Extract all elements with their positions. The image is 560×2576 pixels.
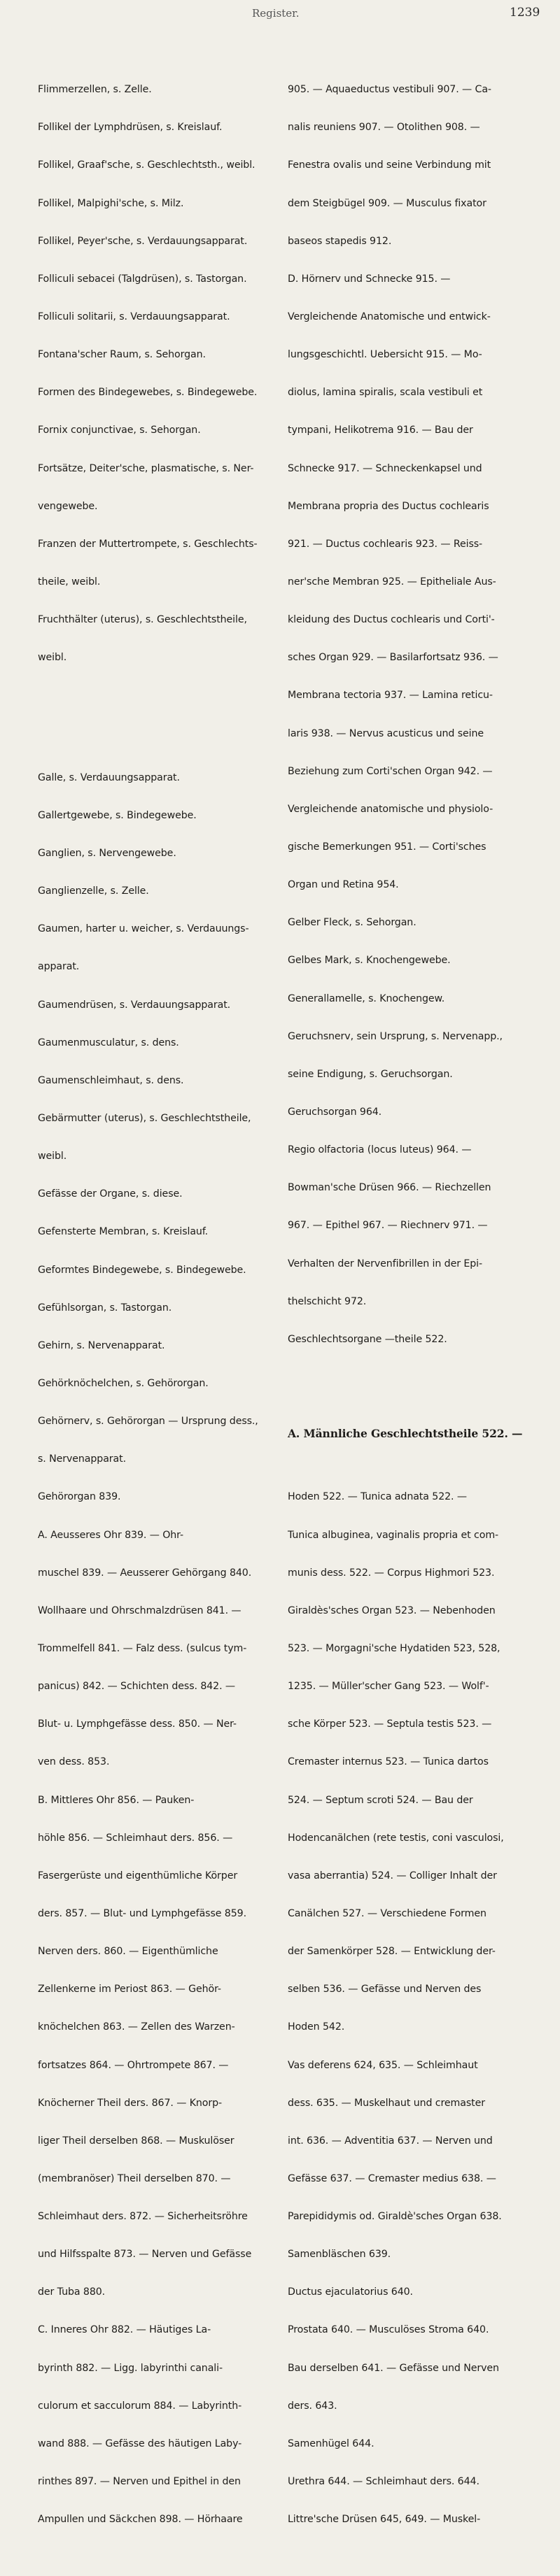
index-line: Knöcherner Theil ders. 867. — Knorp- <box>38 2097 223 2109</box>
index-line: und Hilfsspalte 873. — Nerven und Gefässe <box>38 2249 252 2261</box>
index-line: Gehörknöchelchen, s. Gehörorgan. <box>38 1377 209 1389</box>
index-line: Gehörorgan 839. <box>38 1491 121 1503</box>
index-line: liger Theil derselben 868. — Muskulöser <box>38 2135 234 2147</box>
index-line: Hoden 522. — Tunica adnata 522. — <box>288 1491 467 1503</box>
index-line: Fornix conjunctivae, s. Sehorgan. <box>38 425 201 436</box>
index-line: Samenhügel 644. <box>288 2438 374 2449</box>
index-line: wand 888. — Gefässe des häutigen Laby- <box>38 2438 242 2449</box>
index-line: Membrana tectoria 937. — Lamina reticu- <box>288 690 493 702</box>
index-line: rinthes 897. — Nerven und Epithel in den <box>38 2476 241 2488</box>
index-line: apparat. <box>38 961 80 973</box>
index-line: der Samenkörper 528. — Entwicklung der- <box>288 1946 496 1958</box>
index-line: s. Nervenapparat. <box>38 1453 127 1465</box>
index-line: Gefässe 637. — Cremaster medius 638. — <box>288 2172 496 2184</box>
index-line: weibl. <box>38 1151 67 1162</box>
index-line: sche Körper 523. — Septula testis 523. — <box>288 1718 492 1730</box>
index-line: Gebärmutter (uterus), s. Geschlechtstheile, <box>38 1112 251 1124</box>
index-line: Follikel, Graaf'sche, s. Geschlechtsth., weibl. <box>38 159 255 171</box>
index-line: Geformtes Bindegewebe, s. Bindegewebe. <box>38 1264 246 1276</box>
index-line: Follikel, Malpighi'sche, s. Milz. <box>38 197 184 209</box>
index-line: dess. 635. — Muskelhaut und cremaster <box>288 2097 485 2109</box>
index-line: Gaumendrüsen, s. Verdauungsapparat. <box>38 999 231 1011</box>
index-line: 967. — Epithel 967. — Riechnerv 971. — <box>288 1220 488 1232</box>
index-line: knöchelchen 863. — Zellen des Warzen- <box>38 2021 235 2033</box>
index-line: C. Inneres Ohr 882. — Häutiges La- <box>38 2324 211 2336</box>
index-group-g <box>38 746 276 2552</box>
index-line: Verhalten der Nervenfibrillen in der Epi- <box>288 1258 482 1269</box>
index-line: Trommelfell 841. — Falz dess. (sulcus tym- <box>38 1642 247 1654</box>
index-line: nalis reuniens 907. — Otolithen 908. — <box>288 122 480 134</box>
index-line: Hoden 542. <box>288 2021 345 2033</box>
index-line: Cremaster internus 523. — Tunica dartos <box>288 1756 489 1768</box>
section-gap <box>288 1396 554 1402</box>
index-group-section <box>288 1465 554 2551</box>
index-line: seine Endigung, s. Geruchsorgan. <box>288 1068 453 1080</box>
index-line: lungsgeschichtl. Uebersicht 915. — Mo- <box>288 349 482 361</box>
index-line: dem Steigbügel 909. — Musculus fixator <box>288 197 486 209</box>
index-line: 905. — Aquaeductus vestibuli 907. — Ca- <box>288 84 491 96</box>
index-line: Vergleichende Anatomische und entwick- <box>288 311 491 323</box>
page-number: 1239 <box>510 6 540 20</box>
index-line: ner'sche Membran 925. — Epitheliale Aus- <box>288 576 496 588</box>
index-line: culorum et sacculorum 884. — Labyrinth- <box>38 2400 242 2412</box>
index-line: Littre'sche Drüsen 645, 649. — Muskel- <box>288 2514 481 2526</box>
index-line: Gaumenschleimhaut, s. dens. <box>38 1074 184 1086</box>
index-line: D. Hörnerv und Schnecke 915. — <box>288 273 451 285</box>
index-line: sches Organ 929. — Basilarfortsatz 936. — <box>288 652 498 664</box>
index-line: Franzen der Muttertrompete, s. Geschlechts- <box>38 538 258 550</box>
index-line: Parepididymis od. Giraldè'sches Organ 638. <box>288 2211 502 2223</box>
section-heading: A. Männliche Geschlechtstheile 522. — <box>288 1427 523 1441</box>
index-line: Schleimhaut ders. 872. — Sicherheitsröhre <box>38 2211 248 2223</box>
index-line: theile, weibl. <box>38 576 101 588</box>
index-line: höhle 856. — Schleimhaut ders. 856. — <box>38 1832 233 1844</box>
index-line: Canälchen 527. — Verschiedene Formen <box>288 1907 486 1919</box>
index-line: Gelber Fleck, s. Sehorgan. <box>288 917 416 929</box>
page-header-title: Register. <box>252 7 300 20</box>
index-line: der Tuba 880. <box>38 2286 106 2298</box>
index-line: Gefensterte Membran, s. Kreislauf. <box>38 1226 209 1238</box>
index-line: gische Bemerkungen 951. — Corti'sches <box>288 841 486 853</box>
index-group-f <box>38 58 276 689</box>
index-line: Bau derselben 641. — Gefässe und Nerven <box>288 2362 499 2374</box>
index-line: Gaumen, harter u. weicher, s. Verdauungs- <box>38 923 249 935</box>
index-line: vengewebe. <box>38 500 98 512</box>
index-line: Fasergerüste und eigenthümliche Körper <box>38 1870 238 1881</box>
index-line: Organ und Retina 954. <box>288 879 399 891</box>
index-line: Galle, s. Verdauungsapparat. <box>38 771 180 783</box>
index-line: Follikel, Peyer'sche, s. Verdauungsapparat. <box>38 235 248 247</box>
index-line: Gehörnerv, s. Gehörorgan — Ursprung dess., <box>38 1416 258 1428</box>
index-line: selben 536. — Gefässe und Nerven des <box>288 1984 482 1995</box>
index-line: Vergleichende anatomische und physiolo- <box>288 803 493 815</box>
index-line: Follikel der Lymphdrüsen, s. Kreislauf. <box>38 122 223 134</box>
index-line: Fenestra ovalis und seine Verbindung mit <box>288 159 491 171</box>
index-line: Fontana'scher Raum, s. Sehorgan. <box>38 349 206 361</box>
index-group-g-continued <box>288 58 554 1371</box>
index-line: Folliculi solitarii, s. Verdauungsapparat. <box>38 311 230 323</box>
index-line: Wollhaare und Ohrschmalzdrüsen 841. — <box>38 1604 241 1616</box>
index-line: ders. 643. <box>288 2400 337 2412</box>
index-line: Gaumenmusculatur, s. dens. <box>38 1037 179 1048</box>
index-line: Beziehung zum Corti'schen Organ 942. — <box>288 765 493 777</box>
index-line: Giraldès'sches Organ 523. — Nebenhoden <box>288 1604 496 1616</box>
index-line: Prostata 640. — Musculöses Stroma 640. <box>288 2324 489 2336</box>
index-line: Urethra 644. — Schleimhaut ders. 644. <box>288 2476 479 2488</box>
index-line: Gehirn, s. Nervenapparat. <box>38 1339 165 1351</box>
index-line: Blut- u. Lymphgefässe dess. 850. — Ner- <box>38 1718 237 1730</box>
index-line: munis dess. 522. — Corpus Highmori 523. <box>288 1567 495 1579</box>
index-line: Geruchsnerv, sein Ursprung, s. Nervenapp., <box>288 1030 503 1042</box>
index-line: Membrana propria des Ductus cochlearis <box>288 500 489 512</box>
index-line: (membranöser) Theil derselben 870. — <box>38 2172 231 2184</box>
index-line: vasa aberrantia) 524. — Colliger Inhalt der <box>288 1870 497 1881</box>
index-line: Vas deferens 624, 635. — Schleimhaut <box>288 2059 478 2071</box>
index-line: Hodencanälchen (rete testis, coni vasculosi, <box>288 1832 504 1844</box>
index-line: Bowman'sche Drüsen 966. — Riechzellen <box>288 1182 491 1194</box>
index-line: baseos stapedis 912. <box>288 235 392 247</box>
index-line: Nerven ders. 860. — Eigenthümliche <box>38 1946 218 1958</box>
index-line: Fruchthälter (uterus), s. Geschlechtstheile, <box>38 614 247 626</box>
index-line: Zellenkerne im Periost 863. — Gehör- <box>38 1984 221 1995</box>
index-line: thelschicht 972. <box>288 1295 367 1307</box>
index-line: 524. — Septum scroti 524. — Bau der <box>288 1794 473 1806</box>
index-line: laris 938. — Nervus acusticus und seine <box>288 727 484 739</box>
index-line: 523. — Morgagni'sche Hydatiden 523, 528, <box>288 1642 500 1654</box>
index-line: weibl. <box>38 652 67 664</box>
index-line: Ganglienzelle, s. Zelle. <box>38 885 149 897</box>
index-line: Regio olfactoria (locus luteus) 964. — <box>288 1144 472 1156</box>
index-line: Schnecke 917. — Schneckenkapsel und <box>288 462 482 474</box>
index-line: int. 636. — Adventitia 637. — Nerven und <box>288 2135 493 2147</box>
index-line: kleidung des Ductus cochlearis und Corti'- <box>288 614 495 626</box>
index-line: Folliculi sebacei (Talgdrüsen), s. Tastorgan. <box>38 273 247 285</box>
index-line: Geruchsorgan 964. <box>288 1106 382 1118</box>
index-line: ven dess. 853. <box>38 1756 110 1768</box>
index-line: diolus, lamina spiralis, scala vestibuli et <box>288 387 483 399</box>
index-line: B. Mittleres Ohr 856. — Pauken- <box>38 1794 195 1806</box>
index-line: byrinth 882. — Ligg. labyrinthi canali- <box>38 2362 223 2374</box>
index-line: 921. — Ductus cochlearis 923. — Reiss- <box>288 538 483 550</box>
index-line: Samenbläschen 639. <box>288 2249 391 2261</box>
index-line: 1235. — Müller'scher Gang 523. — Wolf'- <box>288 1681 489 1693</box>
index-line: Tunica albuginea, vaginalis propria et com- <box>288 1529 499 1541</box>
letter-gap <box>38 715 276 721</box>
index-line: Gefühlsorgan, s. Tastorgan. <box>38 1302 172 1314</box>
index-line: A. Aeusseres Ohr 839. — Ohr- <box>38 1529 184 1541</box>
index-line: Generallamelle, s. Knochengew. <box>288 992 445 1004</box>
index-line: Ductus ejaculatorius 640. <box>288 2286 413 2298</box>
index-line: Gelbes Mark, s. Knochengewebe. <box>288 955 451 967</box>
index-line: Gefässe der Organe, s. diese. <box>38 1188 183 1200</box>
index-line: muschel 839. — Aeusserer Gehörgang 840. <box>38 1567 252 1579</box>
index-line: Formen des Bindegewebes, s. Bindegewebe. <box>38 387 258 399</box>
index-line: Ampullen und Säckchen 898. — Hörhaare <box>38 2514 243 2526</box>
index-line: Fortsätze, Deiter'sche, plasmatische, s. Ner- <box>38 462 254 474</box>
running-head <box>0 4 560 25</box>
right-column <box>288 33 554 2576</box>
index-line: Geschlechtsorgane —theile 522. <box>288 1333 447 1345</box>
index-line: Gallertgewebe, s. Bindegewebe. <box>38 809 197 821</box>
index-line: Ganglien, s. Nervengewebe. <box>38 848 176 859</box>
left-column <box>38 33 276 2576</box>
index-line: panicus) 842. — Schichten dess. 842. — <box>38 1681 236 1693</box>
index-line: Flimmerzellen, s. Zelle. <box>38 84 152 96</box>
index-line: fortsatzes 864. — Ohrtrompete 867. — <box>38 2059 229 2071</box>
index-line: ders. 857. — Blut- und Lymphgefässe 859. <box>38 1907 246 1919</box>
index-line: tympani, Helikotrema 916. — Bau der <box>288 425 473 436</box>
